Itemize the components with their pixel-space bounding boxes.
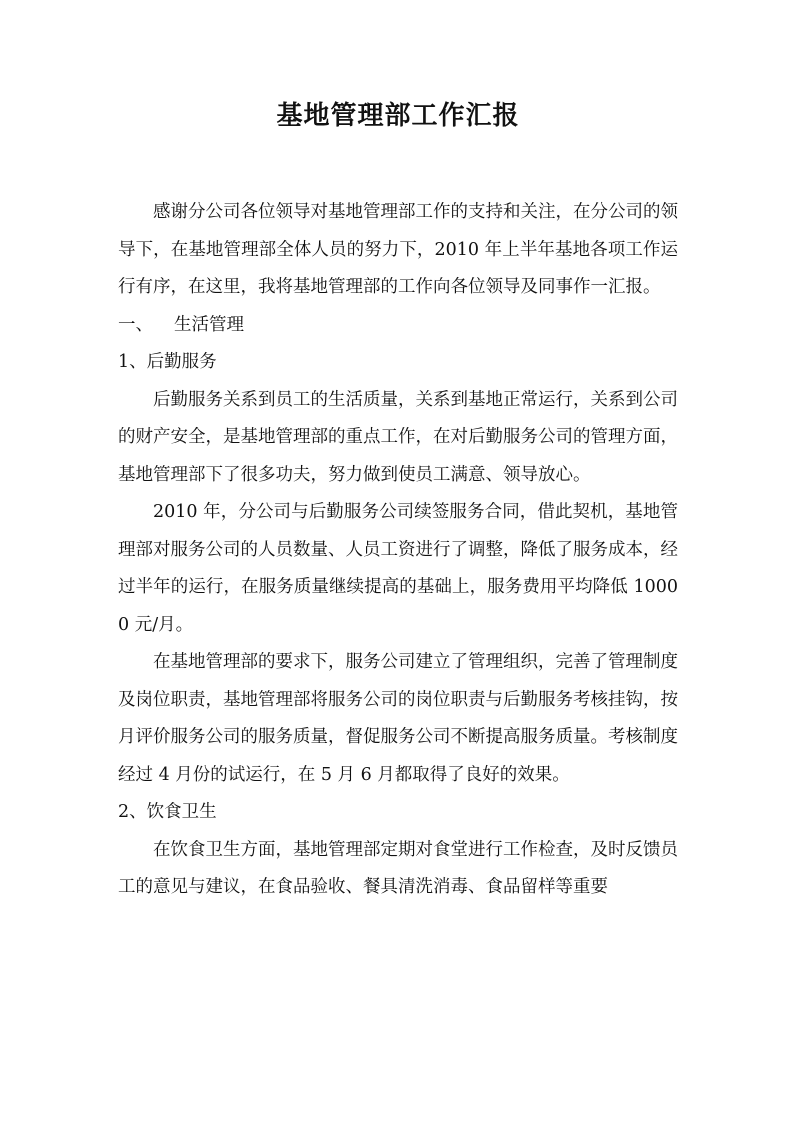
- section-heading-life-management: [118, 307, 678, 345]
- logistics-paragraph-3: 在基地管理部的要求下，服务公司建立了管理组织，完善了管理制度及岗位职责，基地管理部将服务公司的岗位职责与后勤服务考核挂钩，按月评价服务公司的服务质量，督促服务公司不断提高服务质量。考核制度经过 4 月份的试运行，在 5 月 6 月都取得了良好的效果。: [118, 652, 678, 785]
- food-hygiene-paragraph-1: 在饮食卫生方面，基地管理部定期对食堂进行工作检查，及时反馈员工的意见与建议，在食品验收、餐具清洗消毒、食品留样等重要: [118, 839, 678, 897]
- section-number: 一、: [118, 314, 153, 335]
- document-body: [118, 96, 678, 907]
- subsection-heading-logistics: 1、后勤服务: [118, 352, 217, 372]
- logistics-paragraph-1: 后勤服务关系到员工的生活质量，关系到基地正常运行，关系到公司的财产安全，是基地管理部的重点工作，在对后勤服务公司的管理方面，基地管理部下了很多功夫，努力做到使员工满意、领导放心。: [118, 389, 678, 485]
- subsection-heading-food-hygiene: 2、饮食卫生: [118, 802, 217, 822]
- intro-paragraph: 感谢分公司各位领导对基地管理部工作的支持和关注，在分公司的领导下，在基地管理部全体人员的努力下，2010 年上半年基地各项工作运行有序，在这里，我将基地管理部的工作向各位领导及同事作一汇报。: [118, 202, 678, 297]
- document-title: 基地管理部工作汇报: [276, 101, 520, 131]
- logistics-paragraph-2: 2010 年，分公司与后勤服务公司续签服务合同，借此契机，基地管理部对服务公司的人员数量、人员工资进行了调整，降低了服务成本，经过半年的运行，在服务质量继续提高的基础上，服务费用平均降低 10000 元/月。: [118, 502, 678, 635]
- section-title: 生活管理: [174, 314, 244, 335]
